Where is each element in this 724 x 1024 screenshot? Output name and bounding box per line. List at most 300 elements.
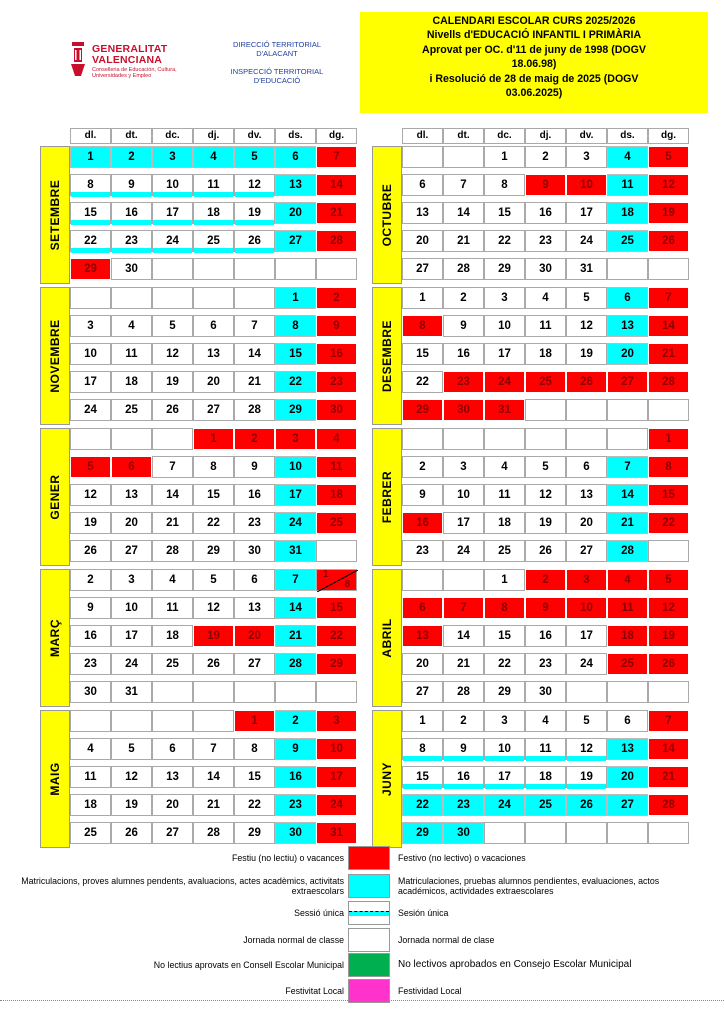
day-cell[interactable]: 20 — [152, 794, 193, 816]
day-cell[interactable]: 7 — [316, 146, 357, 168]
day-cell[interactable]: 26 — [111, 822, 152, 844]
day-cell[interactable]: 13 — [152, 766, 193, 788]
day-cell[interactable]: 20 — [607, 766, 648, 788]
day-cell[interactable]: 19 — [648, 625, 689, 647]
day-cell[interactable]: 23 — [275, 794, 316, 816]
day-cell[interactable]: 3 — [566, 569, 607, 591]
day-cell[interactable]: 28 — [275, 653, 316, 675]
day-cell[interactable]: 11 — [70, 766, 111, 788]
day-cell[interactable]: 11 — [607, 174, 648, 196]
day-cell[interactable]: 16 — [443, 766, 484, 788]
day-cell[interactable]: 15 — [484, 625, 525, 647]
day-cell[interactable]: 28 — [607, 540, 648, 562]
day-cell[interactable]: 2 — [70, 569, 111, 591]
day-cell[interactable]: 5 — [566, 710, 607, 732]
day-cell[interactable]: 14 — [443, 202, 484, 224]
day-cell[interactable]: 7 — [152, 456, 193, 478]
day-cell[interactable]: 8 — [402, 315, 443, 337]
day-cell[interactable]: 8 — [70, 174, 111, 196]
day-cell[interactable]: 24 — [111, 653, 152, 675]
day-cell[interactable]: 14 — [193, 766, 234, 788]
day-cell[interactable]: 28 — [316, 230, 357, 252]
day-cell[interactable]: 21 — [648, 766, 689, 788]
day-cell[interactable]: 11 — [111, 343, 152, 365]
day-cell[interactable]: 3 — [443, 456, 484, 478]
day-cell[interactable]: 1 — [402, 710, 443, 732]
day-cell[interactable]: 12 — [648, 597, 689, 619]
day-cell[interactable]: 23 — [234, 512, 275, 534]
day-cell[interactable]: 11 — [152, 597, 193, 619]
day-cell[interactable]: 15 — [316, 597, 357, 619]
day-cell[interactable]: 16 — [402, 512, 443, 534]
day-cell[interactable]: 12 — [70, 484, 111, 506]
day-cell[interactable]: 12 — [193, 597, 234, 619]
day-cell[interactable]: 8 — [275, 315, 316, 337]
day-cell[interactable]: 23 — [525, 653, 566, 675]
day-cell[interactable]: 23 — [443, 371, 484, 393]
day-cell[interactable]: 16 — [316, 343, 357, 365]
day-cell[interactable]: 27 — [275, 230, 316, 252]
day-cell[interactable]: 19 — [193, 625, 234, 647]
day-cell[interactable]: 10 — [443, 484, 484, 506]
day-cell[interactable]: 10 — [566, 174, 607, 196]
day-cell[interactable]: 30 — [111, 258, 152, 280]
day-cell[interactable]: 11 — [607, 597, 648, 619]
day-cell[interactable]: 21 — [607, 512, 648, 534]
day-cell[interactable]: 5 — [648, 146, 689, 168]
day-cell[interactable]: 16 — [525, 202, 566, 224]
day-cell[interactable]: 30 — [525, 681, 566, 703]
day-cell[interactable]: 30 — [316, 399, 357, 421]
day-cell[interactable]: 4 — [152, 569, 193, 591]
day-cell[interactable]: 2 — [234, 428, 275, 450]
day-cell[interactable]: 4 — [607, 569, 648, 591]
day-cell[interactable]: 25 — [607, 653, 648, 675]
day-cell[interactable]: 26 — [566, 371, 607, 393]
day-cell[interactable]: 14 — [607, 484, 648, 506]
day-cell[interactable]: 13 — [607, 315, 648, 337]
day-cell[interactable]: 3 — [484, 287, 525, 309]
day-cell[interactable]: 27 — [234, 653, 275, 675]
day-cell[interactable]: 16 — [443, 343, 484, 365]
day-cell[interactable]: 25 — [316, 512, 357, 534]
day-cell[interactable]: 21 — [275, 625, 316, 647]
day-cell[interactable]: 13 — [402, 625, 443, 647]
day-cell[interactable]: 30 — [443, 822, 484, 844]
day-cell[interactable] — [316, 569, 357, 591]
day-cell[interactable]: 12 — [152, 343, 193, 365]
day-cell[interactable]: 15 — [234, 766, 275, 788]
day-cell[interactable]: 31 — [316, 822, 357, 844]
day-cell[interactable]: 14 — [316, 174, 357, 196]
day-cell[interactable]: 25 — [152, 653, 193, 675]
day-cell[interactable]: 31 — [484, 399, 525, 421]
day-cell[interactable]: 24 — [566, 653, 607, 675]
day-cell[interactable]: 2 — [443, 287, 484, 309]
day-cell[interactable]: 5 — [648, 569, 689, 591]
day-cell[interactable]: 12 — [111, 766, 152, 788]
day-cell[interactable]: 6 — [607, 710, 648, 732]
day-cell[interactable]: 20 — [402, 653, 443, 675]
day-cell[interactable]: 13 — [275, 174, 316, 196]
day-cell[interactable]: 3 — [275, 428, 316, 450]
day-cell[interactable]: 13 — [566, 484, 607, 506]
day-cell[interactable]: 10 — [152, 174, 193, 196]
day-cell[interactable]: 10 — [484, 738, 525, 760]
day-cell[interactable]: 2 — [111, 146, 152, 168]
day-cell[interactable]: 18 — [70, 794, 111, 816]
day-cell[interactable]: 15 — [275, 343, 316, 365]
day-cell[interactable]: 9 — [316, 315, 357, 337]
day-cell[interactable]: 10 — [275, 456, 316, 478]
day-cell[interactable]: 30 — [525, 258, 566, 280]
day-cell[interactable]: 22 — [275, 371, 316, 393]
day-cell[interactable]: 1 — [484, 569, 525, 591]
day-cell[interactable]: 8 — [193, 456, 234, 478]
day-cell[interactable]: 6 — [402, 174, 443, 196]
day-cell[interactable]: 11 — [193, 174, 234, 196]
day-cell[interactable]: 23 — [443, 794, 484, 816]
day-cell[interactable]: 21 — [152, 512, 193, 534]
day-cell[interactable]: 8 — [648, 456, 689, 478]
day-cell[interactable]: 12 — [648, 174, 689, 196]
day-cell[interactable]: 16 — [111, 202, 152, 224]
day-cell[interactable]: 19 — [111, 794, 152, 816]
day-cell[interactable]: 9 — [275, 738, 316, 760]
day-cell[interactable]: 8 — [484, 597, 525, 619]
day-cell[interactable]: 9 — [443, 315, 484, 337]
day-cell[interactable]: 24 — [484, 371, 525, 393]
day-cell[interactable]: 14 — [234, 343, 275, 365]
day-cell[interactable]: 5 — [234, 146, 275, 168]
day-cell[interactable]: 30 — [234, 540, 275, 562]
day-cell[interactable]: 7 — [443, 174, 484, 196]
day-cell[interactable]: 25 — [525, 794, 566, 816]
day-cell[interactable]: 18 — [193, 202, 234, 224]
day-cell[interactable]: 27 — [566, 540, 607, 562]
day-cell[interactable]: 7 — [275, 569, 316, 591]
day-cell[interactable]: 27 — [402, 258, 443, 280]
day-cell[interactable]: 4 — [525, 710, 566, 732]
day-cell[interactable]: 24 — [566, 230, 607, 252]
day-cell[interactable]: 14 — [152, 484, 193, 506]
day-cell[interactable]: 7 — [234, 315, 275, 337]
day-cell[interactable]: 20 — [402, 230, 443, 252]
day-cell[interactable]: 10 — [484, 315, 525, 337]
day-cell[interactable]: 9 — [70, 597, 111, 619]
day-cell[interactable]: 16 — [234, 484, 275, 506]
day-cell[interactable]: 17 — [70, 371, 111, 393]
day-cell[interactable]: 9 — [525, 174, 566, 196]
day-cell[interactable]: 2 — [525, 569, 566, 591]
day-cell[interactable]: 3 — [566, 146, 607, 168]
day-cell[interactable]: 1 — [234, 710, 275, 732]
day-cell[interactable]: 19 — [566, 766, 607, 788]
day-cell[interactable]: 2 — [275, 710, 316, 732]
day-cell[interactable]: 11 — [484, 484, 525, 506]
day-cell[interactable]: 13 — [402, 202, 443, 224]
day-cell[interactable]: 18 — [484, 512, 525, 534]
day-cell[interactable]: 15 — [484, 202, 525, 224]
day-cell[interactable]: 6 — [566, 456, 607, 478]
day-cell[interactable]: 3 — [316, 710, 357, 732]
day-cell[interactable]: 17 — [566, 202, 607, 224]
day-cell[interactable]: 24 — [152, 230, 193, 252]
day-cell[interactable]: 16 — [525, 625, 566, 647]
day-cell[interactable]: 5 — [152, 315, 193, 337]
day-cell[interactable]: 20 — [234, 625, 275, 647]
day-cell[interactable]: 4 — [525, 287, 566, 309]
day-cell[interactable]: 2 — [525, 146, 566, 168]
day-cell[interactable]: 26 — [193, 653, 234, 675]
day-cell[interactable]: 28 — [152, 540, 193, 562]
day-cell[interactable]: 15 — [70, 202, 111, 224]
day-cell[interactable]: 30 — [70, 681, 111, 703]
day-cell[interactable]: 17 — [152, 202, 193, 224]
day-cell[interactable]: 25 — [484, 540, 525, 562]
day-cell[interactable]: 17 — [566, 625, 607, 647]
day-cell[interactable]: 7 — [607, 456, 648, 478]
day-cell[interactable]: 20 — [111, 512, 152, 534]
day-cell[interactable]: 16 — [275, 766, 316, 788]
day-cell[interactable]: 20 — [275, 202, 316, 224]
day-cell[interactable]: 7 — [648, 710, 689, 732]
day-cell[interactable]: 22 — [70, 230, 111, 252]
day-cell[interactable]: 29 — [275, 399, 316, 421]
day-cell[interactable]: 6 — [402, 597, 443, 619]
day-cell[interactable]: 14 — [443, 625, 484, 647]
day-cell[interactable]: 30 — [443, 399, 484, 421]
day-cell[interactable]: 19 — [70, 512, 111, 534]
day-cell[interactable]: 11 — [525, 315, 566, 337]
day-cell[interactable]: 30 — [275, 822, 316, 844]
day-cell[interactable]: 25 — [525, 371, 566, 393]
day-cell[interactable]: 17 — [484, 343, 525, 365]
day-cell[interactable]: 10 — [70, 343, 111, 365]
day-cell[interactable]: 1 — [275, 287, 316, 309]
day-cell[interactable]: 14 — [648, 738, 689, 760]
day-cell[interactable]: 19 — [234, 202, 275, 224]
day-cell[interactable]: 5 — [193, 569, 234, 591]
day-cell[interactable]: 15 — [402, 766, 443, 788]
day-cell[interactable]: 25 — [70, 822, 111, 844]
day-cell[interactable]: 17 — [316, 766, 357, 788]
day-cell[interactable]: 8 — [484, 174, 525, 196]
day-cell[interactable]: 28 — [648, 371, 689, 393]
day-cell[interactable]: 26 — [648, 653, 689, 675]
day-cell[interactable]: 4 — [70, 738, 111, 760]
day-cell[interactable]: 22 — [316, 625, 357, 647]
day-cell[interactable]: 22 — [402, 371, 443, 393]
day-cell[interactable]: 18 — [316, 484, 357, 506]
day-cell[interactable]: 5 — [111, 738, 152, 760]
day-cell[interactable]: 12 — [566, 738, 607, 760]
day-cell[interactable]: 9 — [234, 456, 275, 478]
day-cell[interactable]: 26 — [70, 540, 111, 562]
day-cell[interactable]: 18 — [607, 202, 648, 224]
day-cell[interactable]: 19 — [152, 371, 193, 393]
day-cell[interactable]: 13 — [111, 484, 152, 506]
day-cell[interactable]: 3 — [152, 146, 193, 168]
day-cell[interactable]: 11 — [316, 456, 357, 478]
day-cell[interactable]: 31 — [566, 258, 607, 280]
day-cell[interactable]: 1 — [402, 287, 443, 309]
day-cell[interactable]: 22 — [234, 794, 275, 816]
day-cell[interactable]: 18 — [152, 625, 193, 647]
day-cell[interactable]: 31 — [111, 681, 152, 703]
day-cell[interactable]: 2 — [443, 710, 484, 732]
day-cell[interactable]: 1 — [484, 146, 525, 168]
day-cell[interactable]: 5 — [70, 456, 111, 478]
day-cell[interactable]: 9 — [402, 484, 443, 506]
day-cell[interactable]: 22 — [648, 512, 689, 534]
day-cell[interactable]: 20 — [566, 512, 607, 534]
day-cell[interactable]: 21 — [648, 343, 689, 365]
day-cell[interactable]: 26 — [234, 230, 275, 252]
day-cell[interactable]: 12 — [234, 174, 275, 196]
day-cell[interactable]: 6 — [234, 569, 275, 591]
day-cell[interactable]: 12 — [566, 315, 607, 337]
day-cell[interactable]: 6 — [193, 315, 234, 337]
day-cell[interactable]: 24 — [316, 794, 357, 816]
day-cell[interactable]: 6 — [275, 146, 316, 168]
day-cell[interactable]: 29 — [316, 653, 357, 675]
day-cell[interactable]: 24 — [275, 512, 316, 534]
day-cell[interactable]: 4 — [484, 456, 525, 478]
day-cell[interactable]: 28 — [234, 399, 275, 421]
day-cell[interactable]: 22 — [402, 794, 443, 816]
day-cell[interactable]: 12 — [525, 484, 566, 506]
day-cell[interactable]: 11 — [525, 738, 566, 760]
day-cell[interactable]: 9 — [525, 597, 566, 619]
day-cell[interactable]: 18 — [607, 625, 648, 647]
day-cell[interactable]: 29 — [402, 399, 443, 421]
day-cell[interactable]: 21 — [193, 794, 234, 816]
day-cell[interactable]: 21 — [443, 653, 484, 675]
day-cell[interactable]: 23 — [525, 230, 566, 252]
day-cell[interactable]: 10 — [111, 597, 152, 619]
day-cell[interactable]: 27 — [152, 822, 193, 844]
day-cell[interactable]: 25 — [193, 230, 234, 252]
day-cell[interactable]: 23 — [316, 371, 357, 393]
day-cell[interactable]: 13 — [234, 597, 275, 619]
day-cell[interactable]: 3 — [111, 569, 152, 591]
day-cell[interactable]: 24 — [70, 399, 111, 421]
day-cell[interactable]: 13 — [607, 738, 648, 760]
day-cell[interactable]: 2 — [402, 456, 443, 478]
day-cell[interactable]: 18 — [111, 371, 152, 393]
day-cell[interactable]: 25 — [607, 230, 648, 252]
day-cell[interactable]: 10 — [566, 597, 607, 619]
day-cell[interactable]: 25 — [111, 399, 152, 421]
day-cell[interactable]: 29 — [70, 258, 111, 280]
day-cell[interactable]: 19 — [525, 512, 566, 534]
day-cell[interactable]: 26 — [525, 540, 566, 562]
day-cell[interactable]: 23 — [70, 653, 111, 675]
day-cell[interactable]: 15 — [648, 484, 689, 506]
day-cell[interactable]: 31 — [275, 540, 316, 562]
day-cell[interactable]: 9 — [443, 738, 484, 760]
day-cell[interactable]: 18 — [525, 766, 566, 788]
day-cell[interactable]: 1 — [70, 146, 111, 168]
day-cell[interactable]: 29 — [193, 540, 234, 562]
day-cell[interactable]: 29 — [484, 681, 525, 703]
day-cell[interactable]: 22 — [193, 512, 234, 534]
day-cell[interactable]: 27 — [111, 540, 152, 562]
day-cell[interactable]: 17 — [275, 484, 316, 506]
day-cell[interactable]: 17 — [484, 766, 525, 788]
day-cell[interactable]: 17 — [111, 625, 152, 647]
day-cell[interactable]: 14 — [275, 597, 316, 619]
day-cell[interactable]: 29 — [402, 822, 443, 844]
day-cell[interactable]: 27 — [193, 399, 234, 421]
day-cell[interactable]: 17 — [443, 512, 484, 534]
day-cell[interactable]: 27 — [607, 371, 648, 393]
day-cell[interactable]: 8 — [234, 738, 275, 760]
day-cell[interactable]: 22 — [484, 653, 525, 675]
day-cell[interactable]: 21 — [316, 202, 357, 224]
day-cell[interactable]: 14 — [648, 315, 689, 337]
day-cell[interactable]: 29 — [234, 822, 275, 844]
day-cell[interactable]: 21 — [234, 371, 275, 393]
day-cell[interactable]: 18 — [525, 343, 566, 365]
day-cell[interactable]: 10 — [316, 738, 357, 760]
day-cell[interactable]: 5 — [566, 287, 607, 309]
day-cell[interactable]: 4 — [193, 146, 234, 168]
day-cell[interactable]: 2 — [316, 287, 357, 309]
day-cell[interactable]: 20 — [193, 371, 234, 393]
day-cell[interactable]: 16 — [70, 625, 111, 647]
day-cell[interactable]: 20 — [607, 343, 648, 365]
day-cell[interactable]: 7 — [443, 597, 484, 619]
day-cell[interactable]: 13 — [193, 343, 234, 365]
day-cell[interactable]: 24 — [484, 794, 525, 816]
day-cell[interactable]: 3 — [484, 710, 525, 732]
day-cell[interactable]: 15 — [402, 343, 443, 365]
day-cell[interactable]: 4 — [111, 315, 152, 337]
day-cell[interactable]: 21 — [443, 230, 484, 252]
day-cell[interactable]: 6 — [152, 738, 193, 760]
day-cell[interactable]: 7 — [193, 738, 234, 760]
day-cell[interactable]: 7 — [648, 287, 689, 309]
day-cell[interactable]: 6 — [111, 456, 152, 478]
day-cell[interactable]: 28 — [648, 794, 689, 816]
day-cell[interactable]: 1 — [648, 428, 689, 450]
day-cell[interactable]: 9 — [111, 174, 152, 196]
day-cell[interactable]: 28 — [193, 822, 234, 844]
day-cell[interactable]: 27 — [607, 794, 648, 816]
day-cell[interactable]: 4 — [316, 428, 357, 450]
day-cell[interactable]: 29 — [484, 258, 525, 280]
day-cell[interactable]: 28 — [443, 258, 484, 280]
day-cell[interactable]: 26 — [648, 230, 689, 252]
day-cell[interactable]: 23 — [402, 540, 443, 562]
day-cell[interactable]: 15 — [193, 484, 234, 506]
day-cell[interactable]: 5 — [525, 456, 566, 478]
day-cell[interactable]: 3 — [70, 315, 111, 337]
day-cell[interactable]: 19 — [648, 202, 689, 224]
day-cell[interactable]: 23 — [111, 230, 152, 252]
day-cell[interactable]: 6 — [607, 287, 648, 309]
day-cell[interactable]: 26 — [152, 399, 193, 421]
day-cell[interactable]: 26 — [566, 794, 607, 816]
day-cell[interactable]: 27 — [402, 681, 443, 703]
day-cell[interactable]: 4 — [607, 146, 648, 168]
day-cell[interactable]: 8 — [402, 738, 443, 760]
day-cell[interactable]: 19 — [566, 343, 607, 365]
day-cell[interactable]: 28 — [443, 681, 484, 703]
day-cell[interactable]: 1 — [193, 428, 234, 450]
